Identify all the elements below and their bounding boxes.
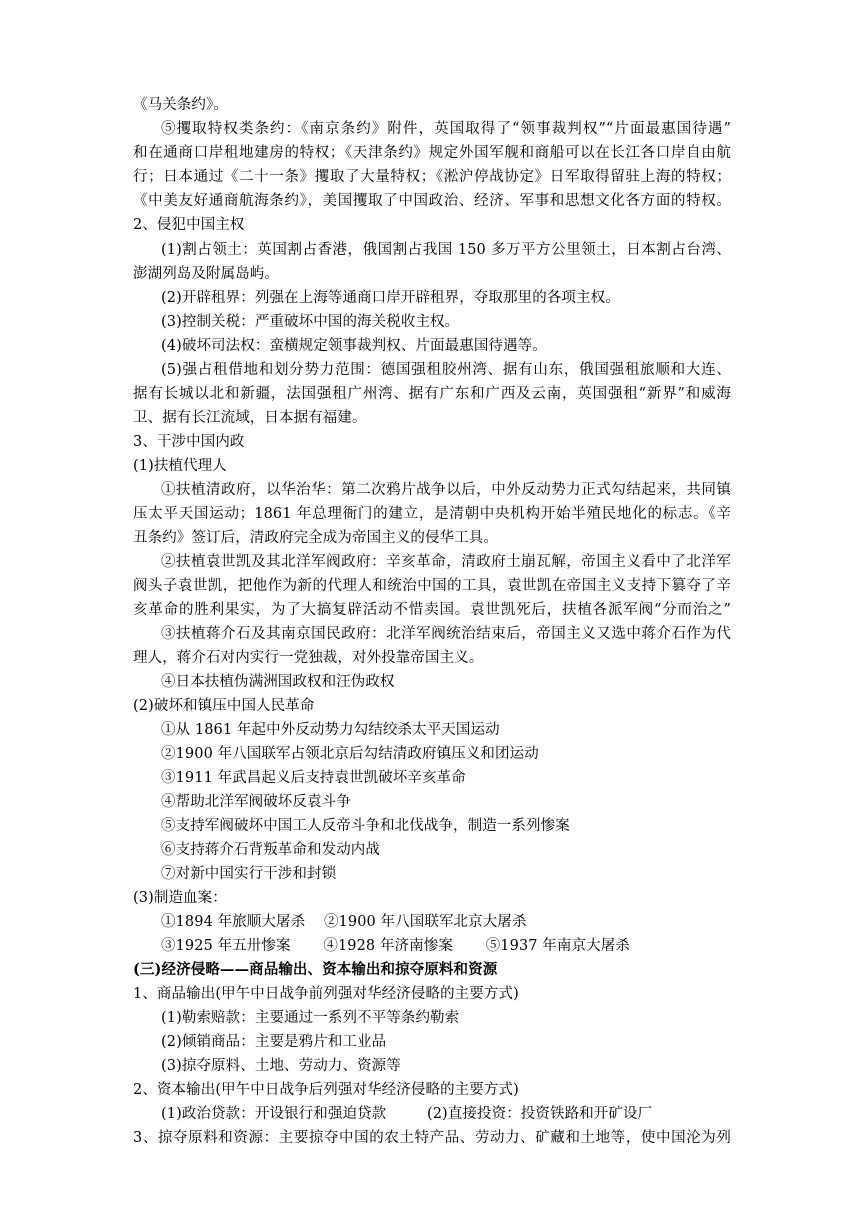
list-item: ⑦对新中国实行干涉和封锁: [161, 866, 337, 882]
text-line: 亥革命的胜利果实，为了大搞复辟活动不惜卖国。袁世凯死后，扶植各派军阀“分而治之”: [133, 602, 731, 618]
list-item: ④1928 年济南惨案: [323, 938, 453, 954]
subsection-heading: (3)制造血案：: [133, 890, 227, 906]
text-line: (3)控制关税：严重破坏中国的海关税收主权。: [161, 314, 460, 330]
section-heading: 2、侵犯中国主权: [133, 217, 245, 233]
section-heading: 3、干涉中国内政: [133, 434, 245, 450]
subsection-heading: (1)扶植代理人: [133, 458, 227, 474]
text-line: (2)开辟租界：列强在上海等通商口岸开辟租界，夺取那里的各项主权。: [161, 290, 620, 306]
subsection-heading: (2)破坏和镇压中国人民革命: [133, 698, 315, 714]
text-line: 据有长城以北和新疆，法国强租广州湾、据有广东和广西及云南，英国强租“新界”和威海: [133, 386, 731, 402]
text-line: 行；日本通过《二十一条》攫取了大量特权；《淞沪停战协定》日军取得留驻上海的特权；: [133, 169, 731, 185]
text-line: (5)强占租借地和划分势力范围：德国强租胶州湾、据有山东，俄国强租旅顺和大连、: [161, 362, 731, 378]
list-item: ⑤1937 年南京大屠杀: [485, 938, 630, 954]
text-line: 3、掠夺原料和资源：主要掠夺中国的农土特产品、劳动力、矿藏和土地等，使中国沦为列: [133, 1130, 731, 1146]
massacre-row: [161, 936, 630, 956]
text-line: 压太平天国运动；1861 年总理衙门的建立，是清朝中央机构开始半殖民地化的标志。《辛: [133, 506, 731, 522]
text-line: ①扶植清政府，以华治华：第二次鸦片战争以后，中外反动势力正式勾结起来，共同镇: [161, 482, 731, 498]
list-item: ②1900 年八国联军占领北京后勾结清政府镇压义和团运动: [161, 746, 539, 762]
text-line: 和在通商口岸租地建房的特权；《天津条约》规定外国军舰和商船可以在长江各口岸自由航: [133, 145, 731, 161]
text-line: 阀头子袁世凯，把他作为新的代理人和统治中国的工具，袁世凯在帝国主义支持下篡夺了辛: [133, 578, 731, 594]
text-line: 丑条约》签订后，清政府完全成为帝国主义的侵华工具。: [133, 530, 498, 546]
list-item: ①1894 年旅顺大屠杀: [161, 914, 306, 930]
text-line: (1)割占领土：英国割占香港，俄国割占我国 150 多万平方公里领土，日本割占台湾、: [161, 242, 731, 258]
list-item: (2)倾销商品：主要是鸦片和工业品: [161, 1034, 387, 1050]
list-item: ②1900 年八国联军北京大屠杀: [323, 914, 527, 930]
massacre-row: [161, 912, 527, 932]
text-line: 理人，蒋介石对内实行一党独裁，对外投靠帝国主义。: [133, 650, 484, 666]
list-item: ⑥支持蒋介石背叛革命和发动内战: [161, 842, 380, 858]
text-line: ②扶植袁世凯及其北洋军阀政府：辛亥革命，清政府土崩瓦解，帝国主义看中了北洋军: [161, 554, 731, 570]
list-item: ③1925 年五卅惨案: [161, 938, 291, 954]
list-item: (1)政治贷款：开设银行和强迫贷款: [161, 1106, 387, 1122]
section-heading: (三)经济侵略——商品输出、资本输出和掠夺原料和资源: [133, 961, 498, 978]
text-line: ③扶植蒋介石及其南京国民政府：北洋军阀统治结束后，帝国主义又选中蒋介石作为代: [161, 626, 731, 642]
list-item: (3)掠夺原料、土地、劳动力、资源等: [161, 1058, 401, 1074]
text-line: 卫、据有长江流域，日本据有福建。: [133, 410, 367, 426]
list-item: (1)勒索赔款：主要通过一系列不平等条约勒索: [161, 1010, 460, 1026]
list-item: ①从 1861 年起中外反动势力勾结绞杀太平天国运动: [161, 722, 500, 738]
text-line: 《马关条约》。: [133, 97, 228, 113]
list-item: ⑤支持军阀破坏中国工人反帝斗争和北伐战争，制造一系列惨案: [161, 818, 570, 834]
list-item: ③1911 年武昌起义后支持袁世凯破坏辛亥革命: [161, 770, 466, 786]
section-heading: 2、资本输出(甲午中日战争后列强对华经济侵略的主要方式): [133, 1082, 519, 1098]
text-line: (4)破坏司法权：蛮横规定领事裁判权、片面最惠国待遇等。: [161, 338, 547, 354]
list-item: (2)直接投资：投资铁路和开矿设厂: [426, 1106, 653, 1122]
text-line: 澎湖列岛及附属岛屿。: [133, 266, 279, 282]
investment-row: [161, 1104, 652, 1124]
text-line: 《中美友好通商航海条约》，美国攫取了中国政治、经济、军事和思想文化各方面的特权。: [133, 193, 731, 209]
list-item: ④帮助北洋军阀破坏反袁斗争: [161, 794, 351, 810]
text-line: ⑤攫取特权类条约：《南京条约》附件，英国取得了“领事裁判权”“片面最惠国待遇”: [161, 121, 731, 137]
text-line: ④日本扶植伪满洲国政权和汪伪政权: [161, 674, 395, 690]
section-heading: 1、商品输出(甲午中日战争前列强对华经济侵略的主要方式): [133, 986, 519, 1002]
